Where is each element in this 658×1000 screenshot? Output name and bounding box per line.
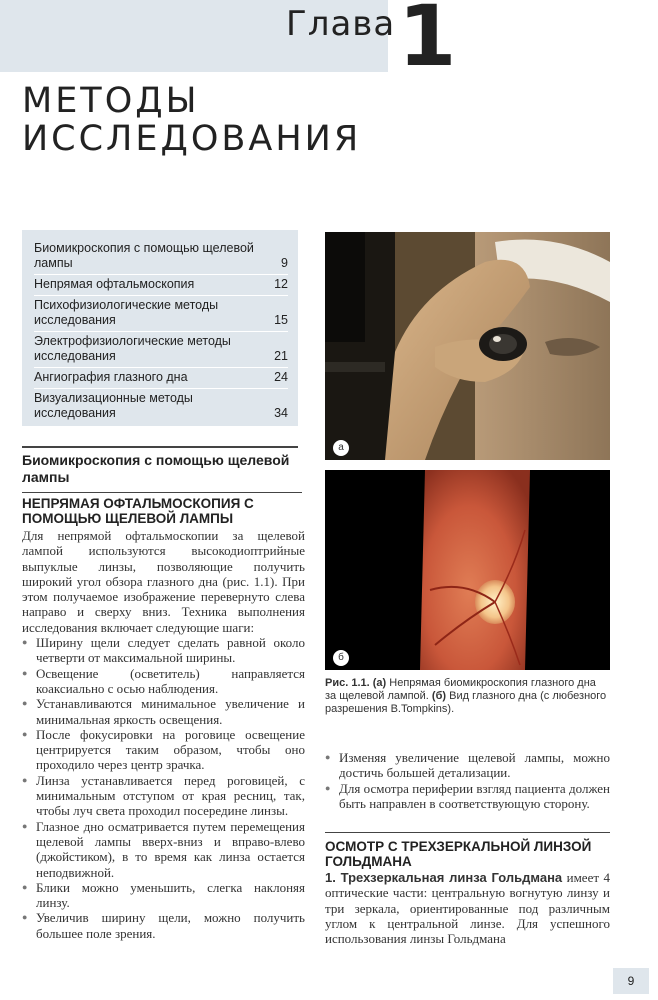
goldman-lead: 1. Трехзеркальная линза Гольдмана: [325, 870, 563, 885]
figure-label-b: б: [333, 650, 349, 666]
toc-label: Непрямая офтальмоскопия: [34, 277, 195, 291]
section-heading: Биомикроскопия с помощью щелевой лампы: [22, 446, 298, 486]
toc-item[interactable]: [34, 296, 288, 332]
caption-figure-number: Рис. 1.1.: [325, 677, 370, 689]
steps-list: [22, 635, 305, 941]
toc-item[interactable]: [34, 389, 288, 424]
figure-photo-a: [325, 232, 610, 460]
caption-text-a: Непрямая биомикроскопия глазного дна за щелевой лампой.: [325, 677, 596, 702]
list-item: ● Увеличив ширину щели, можно получить большее поле зрения.: [22, 910, 305, 941]
toc-page: 21: [274, 349, 288, 363]
subsection-heading: НЕПРЯМАЯ ОФТАЛЬМОСКОПИЯ С ПОМОЩЬЮ ЩЕЛЕВОЙ ЛАМПЫ: [22, 492, 302, 526]
list-item: ● Глазное дно осматривается путем перемещения щелевой лампы вверх-вниз и вправо-влево (джойстиком), в то время как линза остается неподвижной.: [22, 819, 305, 880]
title-line-1: МЕТОДЫ: [22, 81, 200, 121]
left-column-text: [22, 528, 305, 941]
list-item: ● Линза устанавливается перед роговицей, с минимальным отступом от края ресниц, так, чтобы луч света проходил посередине линзы.: [22, 773, 305, 819]
toc-item[interactable]: [34, 332, 288, 368]
goldman-text: имеет 4 оптические части: центральную вогнутую линзу и три зеркала, ориентированные под различным углом к центральной линзе. Для успешного использования линзы Гольдмана: [325, 870, 610, 947]
figure-label-a: а: [333, 440, 349, 456]
list-item: ● Блики можно уменьшить, слегка наклоняя линзу.: [22, 880, 305, 911]
fundus-image: [325, 470, 610, 670]
list-item: ● Ширину щели следует сделать равной около четверти от максимальной ширины.: [22, 635, 305, 666]
list-item: ● Изменяя увеличение щелевой лампы, можно достичь большей детализации.: [325, 750, 610, 781]
toc-item[interactable]: [34, 368, 288, 389]
toc-item[interactable]: [34, 239, 288, 275]
list-item: ● Устанавливаются минимальное увеличение и минимальная яркость освещения.: [22, 696, 305, 727]
slit-lamp-exam-image: [325, 232, 610, 460]
toc-item[interactable]: [34, 275, 288, 296]
goldman-section-heading: ОСМОТР С ТРЕХЗЕРКАЛЬНОЙ ЛИНЗОЙ ГОЛЬДМАНА: [325, 832, 610, 869]
caption-tag-b: (б): [431, 690, 447, 702]
chapter-label: Глава: [286, 4, 396, 44]
figure-caption: [325, 677, 610, 716]
caption-tag-a: (а): [372, 677, 387, 689]
right-column-list: [325, 750, 610, 811]
goldman-paragraph: [325, 870, 610, 946]
toc-label: Психофизиологические методы исследования: [34, 298, 219, 327]
toc-label: Ангиография глазного дна: [34, 370, 188, 384]
table-of-contents: [22, 230, 298, 426]
list-item: ● После фокусировки на роговице освещение центрируется таким образом, чтобы оно проходило через центр зрачка.: [22, 727, 305, 773]
title-line-2: ИССЛЕДОВАНИЯ: [22, 119, 362, 159]
figure-photo-b: [325, 470, 610, 670]
toc-page: 12: [274, 277, 288, 291]
toc-label: Визуализационные методы исследования: [34, 391, 193, 420]
list-item: ● Для осмотра периферии взгляд пациента должен быть направлен в соответствующую сторону.: [325, 781, 610, 812]
toc-page: 9: [281, 256, 288, 270]
list-item: ● Освещение (осветитель) направляется коаксиально с осью наблюдения.: [22, 666, 305, 697]
toc-page: 34: [274, 406, 288, 420]
toc-page: 24: [274, 370, 288, 384]
chapter-number: 1: [398, 0, 457, 85]
page-number: 9: [613, 968, 649, 994]
intro-paragraph: Для непрямой офтальмоскопии за щелевой лампой используются высокодиоптрийные выпуклые линзы, позволяющие получить широкий угол обзора глазного дна (рис. 1.1). При этом получаемое изображение перевернуто слева направо и сверху вниз. Техника выполнения исследования включает следующие шаги:: [22, 528, 305, 635]
caption-text-b: Вид глазного дна (с любезного разрешения B.Tompkins).: [325, 690, 607, 715]
toc-page: 15: [274, 313, 288, 327]
toc-label: Электрофизиологические методы исследования: [34, 334, 231, 363]
toc-label: Биомикроскопия с помощью щелевой лампы: [34, 241, 254, 270]
chapter-title: [22, 82, 361, 158]
